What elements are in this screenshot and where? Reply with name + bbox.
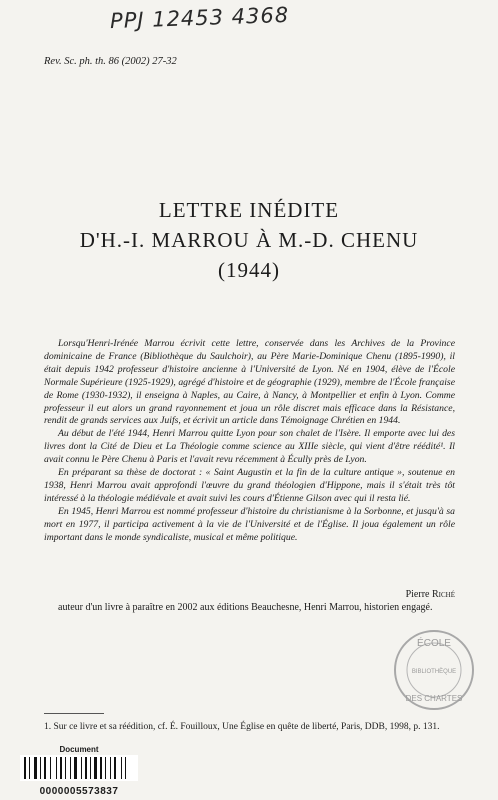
stamp-top-text: ÉCOLE xyxy=(417,638,451,649)
body-text xyxy=(44,338,455,545)
body-paragraph-2: Au début de l'été 1944, Henri Marrou quitte Lyon pour son chalet de l'Isère. Il emporte avec lui des livres dont la Cité de Dieu et La Théologie comme science au XIIIe siècle, qui vient d'être réédité¹. Il avait connu le Père Chenu à Paris et l'avait revu récemment à Écully près de Lyon. xyxy=(44,428,455,466)
title-line-1: LETTRE INÉDITE xyxy=(158,198,340,222)
body-paragraph-3: En préparant sa thèse de doctorat : « Saint Augustin et la fin de la culture antique », soutenue en 1938, Henri Marrou avait approfondi l'œuvre du grand théologien d'Hippone, mais il s'était très tôt intéressé à la théologie médiévale et avait suivi les cours d'Étienne Gilson avec qui il resta lié. xyxy=(44,467,455,504)
stamp-bottom-text: DES CHARTES xyxy=(405,694,463,703)
author-description: auteur d'un livre à paraître en 2002 aux éditions Beauchesne, Henri Marrou, historien engagé. xyxy=(58,602,433,613)
barcode-number: 0000005573837 xyxy=(39,786,119,797)
barcode-label-sticker xyxy=(20,745,138,797)
body-paragraph-4: En 1945, Henri Marrou est nommé professeur d'histoire du christianisme à la Sorbonne, et jusqu'à sa mort en 1977, il participa activement à la vie de l'Université et de l'Église. Il joua également un rôle important dans le monde syndicaliste, musical et même politique. xyxy=(44,505,455,543)
title-line-2: D'H.-I. MARROU À M.-D. CHENU xyxy=(79,228,419,252)
footnote: 1. Sur ce livre et sa réédition, cf. É. Fouilloux, Une Église en quête de liberté, Paris, DDB, 1998, p. 131. xyxy=(44,722,440,732)
author-name xyxy=(44,588,455,601)
barcode-icon xyxy=(20,755,138,781)
journal-reference: Rev. Sc. ph. th. 86 (2002) 27-32 xyxy=(44,56,177,67)
handwritten-shelfmark: PPJ 12453 4368 xyxy=(109,2,290,34)
stamp-middle-text: BIBLIOTHÈQUE xyxy=(411,669,457,675)
barcode-caption: Document xyxy=(59,745,99,754)
author-first-name: Pierre xyxy=(405,589,430,600)
library-stamp xyxy=(392,628,476,712)
signature-block xyxy=(44,588,455,614)
title-line-3: (1944) xyxy=(218,258,280,282)
body-paragraph-1: Lorsqu'Henri-Irénée Marrou écrivit cette lettre, conservée dans les Archives de la Province dominicaine de France (Bibliothèque du Saulchoir), au Père Marie-Dominique Chenu (1895-1990), il était depuis 1942 professeur d'histoire ancienne à l'Université de Lyon. Né en 1904, élève de l'École Normale Supérieure (1925-1929), agrégé d'histoire et de géographie (1929), membre de l'École française de Rome (1930-1932), il enseigna à Naples, au Caire, à Nancy, à Montpellier et enfin à Lyon. Comme professeur il eut alors un grand rayonnement et joua un rôle discret mais efficace dans la Résistance, rendit de grands services aux Juifs, et écrivit un article dans Témoignage Chrétien en 1944. xyxy=(44,338,455,427)
footnote-rule xyxy=(44,713,104,714)
author-last-name: Riché xyxy=(431,589,455,600)
